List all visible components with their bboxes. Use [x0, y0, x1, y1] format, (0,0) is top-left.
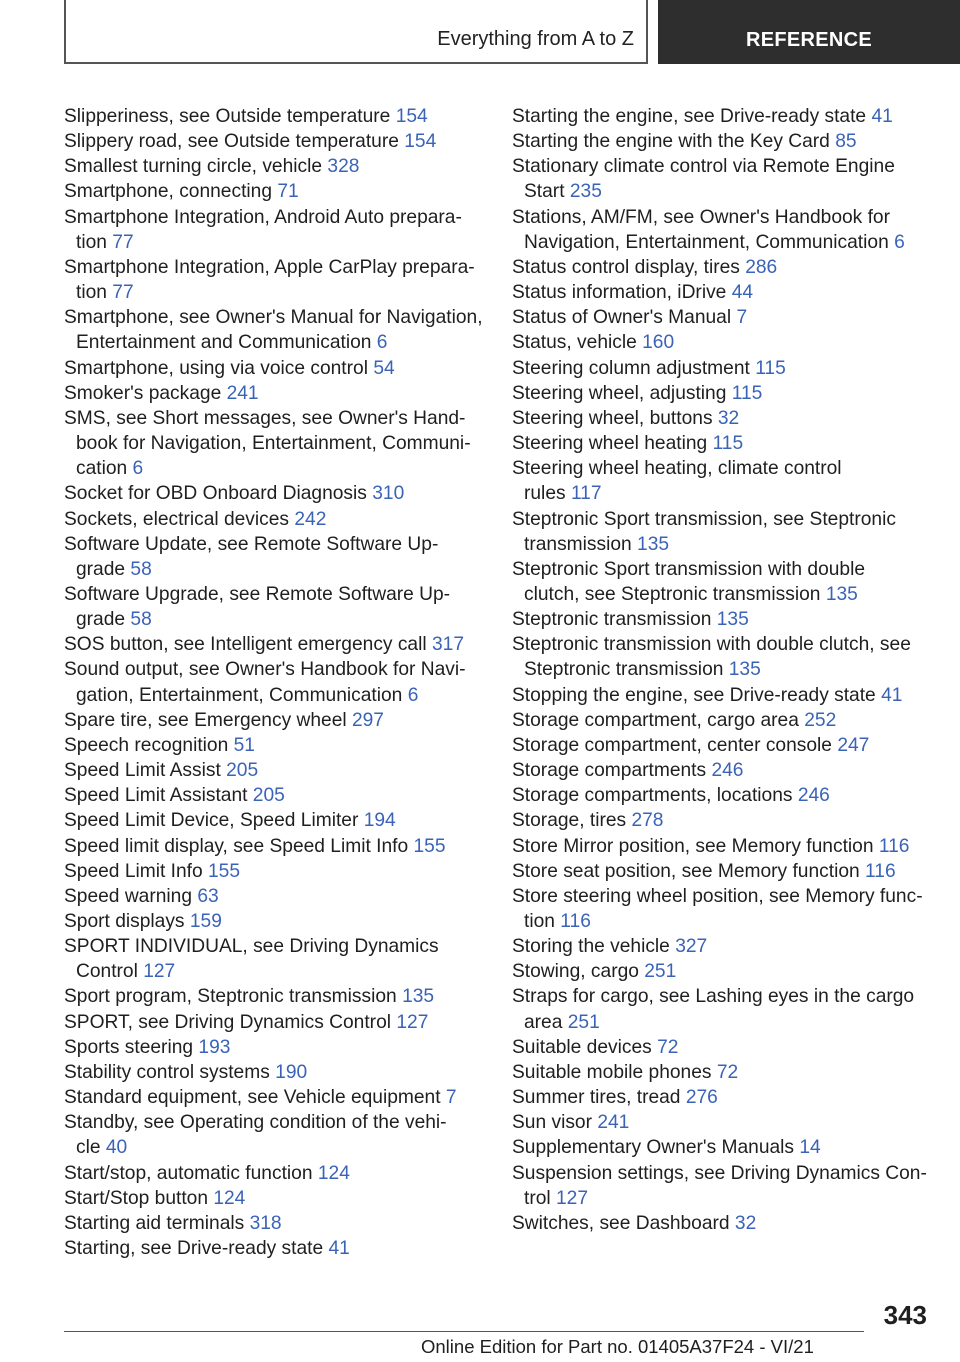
page-link[interactable]: 247 — [837, 734, 870, 756]
index-entry — [64, 1161, 484, 1186]
index-entry-text: Speed Limit Assistant — [64, 785, 248, 807]
page-link[interactable]: 246 — [797, 785, 830, 807]
index-entry — [512, 431, 932, 456]
page-link[interactable]: 135 — [728, 659, 761, 681]
index-entry-text: Switches, see Dashboard — [512, 1212, 730, 1234]
page-link[interactable]: 127 — [556, 1187, 589, 1209]
index-entry-text: Speed warning — [64, 885, 193, 907]
index-entry — [512, 381, 932, 406]
index-entry-text: Software Upgrade, see Remote Software Up‐ — [64, 583, 451, 605]
index-entry-text: grade — [76, 609, 126, 631]
index-entry — [64, 1085, 484, 1110]
index-entry-text: Straps for cargo, see Lashing eyes in the cargo — [512, 986, 915, 1008]
page-link[interactable]: 41 — [328, 1238, 350, 1260]
page-link[interactable]: 251 — [567, 1011, 600, 1033]
page-link[interactable]: 40 — [105, 1137, 128, 1159]
index-entry — [64, 1110, 484, 1160]
index-entry — [64, 909, 484, 934]
index-entry-text: Status control display, tires — [512, 256, 740, 278]
page-link[interactable]: 276 — [685, 1087, 718, 1109]
index-entry — [64, 104, 484, 129]
page-link[interactable]: 6 — [376, 332, 388, 354]
index-entry-text: Status of Owner's Manual — [512, 307, 732, 329]
index-entry-text: Status, vehicle — [512, 332, 637, 354]
index-entry-text: Storage compartment, cargo area — [512, 709, 799, 731]
index-entry-text: cle — [76, 1137, 101, 1159]
page-link[interactable]: 77 — [112, 231, 134, 253]
index-entry — [512, 205, 932, 255]
index-entry — [512, 708, 932, 733]
page-link[interactable]: 115 — [731, 382, 763, 404]
page-link[interactable]: 154 — [395, 106, 428, 127]
index-entry-text: Storage compartments — [512, 760, 707, 782]
index-entry — [64, 859, 484, 884]
index-entry — [512, 255, 932, 280]
page-link[interactable]: 251 — [644, 961, 677, 983]
index-entry — [512, 456, 932, 506]
index-entry — [512, 1135, 932, 1160]
page-link[interactable]: 190 — [275, 1061, 308, 1083]
index-entry — [512, 683, 932, 708]
index-entry-text: Steptronic Sport transmission with double — [512, 558, 866, 580]
page-link[interactable]: 115 — [712, 433, 744, 455]
index-entry-text: Sun visor — [512, 1112, 592, 1134]
index-entry-text: Starting the engine with the Key Card — [512, 131, 830, 153]
index-entry — [64, 1060, 484, 1085]
page-link[interactable]: 85 — [835, 131, 857, 153]
index-entry — [512, 632, 932, 682]
page-link[interactable]: 318 — [249, 1212, 282, 1234]
index-entry-text: Suitable devices — [512, 1036, 652, 1058]
index-entry-text: Storage compartments, locations — [512, 785, 793, 807]
index-entry — [512, 154, 932, 204]
page-link[interactable]: 155 — [208, 860, 241, 882]
index-entry-text: rules — [524, 483, 566, 505]
page-link[interactable]: 71 — [277, 181, 299, 203]
page-link[interactable]: 327 — [675, 936, 708, 958]
index-entry-text: Steptronic Sport transmission, see Steptronic — [512, 508, 896, 530]
index-entry-text: Navigation, Entertainment, Communication — [524, 231, 889, 253]
page-link[interactable]: 246 — [711, 760, 744, 782]
index-entry-text: Starting the engine, see Drive-ready state — [512, 106, 867, 127]
index-entry-text: area — [524, 1011, 563, 1033]
page-link[interactable]: 58 — [130, 558, 152, 580]
index-entry — [512, 783, 932, 808]
index-entry — [64, 984, 484, 1009]
index-entry — [512, 356, 932, 381]
index-entry — [512, 607, 932, 632]
index-entry-text: Stability control systems — [64, 1061, 270, 1083]
index-entry-text: Sport displays — [64, 911, 185, 932]
index-entry — [64, 884, 484, 909]
index-entry — [64, 381, 484, 406]
index-entry-text: transmission — [524, 533, 632, 555]
index-entry — [64, 708, 484, 733]
index-entry — [64, 582, 484, 632]
index-entry-text: Smartphone, using via voice control — [64, 357, 368, 379]
section-badge-label: REFERENCE — [745, 29, 873, 51]
index-entry-text: Storing the vehicle — [512, 936, 670, 958]
index-entry — [512, 1110, 932, 1135]
page-link[interactable]: 127 — [396, 1011, 429, 1033]
index-entry-text: Sockets, electrical devices — [64, 508, 290, 530]
index-entry-text: Store steering wheel position, see Memory func‐ — [512, 885, 923, 907]
index-entry — [512, 507, 932, 557]
page-link[interactable]: 297 — [351, 709, 384, 731]
index-entry-text: Steering wheel heating — [512, 433, 708, 455]
page-link[interactable]: 77 — [112, 282, 134, 304]
index-entry — [512, 1060, 932, 1085]
index-entry-text: Steering wheel, buttons — [512, 407, 713, 429]
index-entry-text: Sound output, see Owner's Handbook for Navi‐ — [64, 659, 466, 681]
index-entry-text: Stationary climate control via Remote Engine — [512, 156, 895, 178]
index-entry — [512, 406, 932, 431]
index-entry-text: Speed Limit Info — [64, 860, 203, 882]
page-link[interactable]: 124 — [213, 1187, 246, 1209]
page-link[interactable]: 41 — [881, 684, 903, 706]
page-link[interactable]: 159 — [189, 911, 222, 932]
index-entry-text: Store Mirror position, see Memory function — [512, 835, 874, 857]
index-entry — [64, 1035, 484, 1060]
page-number: 343 — [883, 1300, 927, 1330]
index-entry — [64, 205, 484, 255]
page-link[interactable]: 58 — [130, 609, 152, 631]
index-entry — [64, 1236, 484, 1261]
page-link[interactable]: 32 — [717, 407, 740, 429]
index-entry — [512, 104, 932, 129]
index-entry — [64, 934, 484, 984]
index-entry — [512, 330, 932, 355]
index-entry-text: Starting aid terminals — [64, 1212, 245, 1234]
index-entry — [512, 758, 932, 783]
page-link[interactable]: 241 — [597, 1112, 630, 1134]
index-entry-text: book for Navigation, Entertainment, Communi‐ — [76, 433, 471, 455]
page-link[interactable]: 155 — [413, 835, 446, 857]
index-entry — [64, 179, 484, 204]
page-link[interactable]: 63 — [197, 885, 219, 907]
index-entry-text: gation, Entertainment, Communication — [76, 684, 403, 706]
index-entry-text: tion — [76, 282, 107, 304]
section-title: Everything from A to Z — [437, 28, 634, 50]
index-entry — [64, 1186, 484, 1211]
index-entry-text: Spare tire, see Emergency wheel — [64, 709, 347, 731]
page-link[interactable]: 135 — [402, 986, 435, 1008]
index-entry — [512, 984, 932, 1034]
index-entry — [64, 808, 484, 833]
index-entry-text: tion — [76, 231, 107, 253]
page-link[interactable]: 7 — [445, 1087, 457, 1109]
index-entry — [512, 129, 932, 154]
index-entry-text: Steptronic transmission — [524, 659, 724, 681]
page-link[interactable]: 6 — [894, 231, 905, 253]
index-entry-text: Slipperiness, see Outside temperature — [64, 106, 391, 127]
index-entry — [64, 129, 484, 154]
index-entry-text: trol — [524, 1187, 551, 1209]
index-entry-text: Speech recognition — [64, 734, 229, 756]
page-link[interactable]: 135 — [716, 609, 749, 631]
index-entry-text: Socket for OBD Onboard Diagnosis — [64, 483, 367, 505]
index-entry-text: Store seat position, see Memory function — [512, 860, 860, 882]
index-entry-text: SOS button, see Intelligent emergency call — [64, 634, 427, 656]
index-entry-text: Steptronic transmission with double clutch, see — [512, 634, 911, 656]
index-entry — [64, 783, 484, 808]
index-entry — [64, 532, 484, 582]
edition-note: Online Edition for Part no. 01405A37F24 - VI/21 — [421, 1336, 814, 1357]
index-entry-text: Smoker's package — [64, 382, 222, 404]
index-entry-text: Sport program, Steptronic transmission — [64, 986, 397, 1008]
index-entry-text: Smallest turning circle, vehicle — [64, 156, 323, 178]
page-link[interactable]: 252 — [804, 709, 837, 731]
index-entry — [64, 1211, 484, 1236]
index-column-left — [64, 104, 484, 1261]
page-link[interactable]: 72 — [716, 1061, 739, 1083]
page-link[interactable]: 116 — [560, 911, 591, 932]
page-link[interactable]: 193 — [198, 1036, 231, 1058]
index-entry-text: Stowing, cargo — [512, 961, 639, 983]
index-entry — [64, 255, 484, 305]
page-link[interactable]: 7 — [736, 307, 748, 329]
page-link[interactable]: 135 — [637, 533, 670, 555]
index-entry — [512, 733, 932, 758]
page-link[interactable]: 6 — [132, 458, 144, 480]
page-link[interactable]: 51 — [233, 734, 255, 756]
index-entry-text: Suspension settings, see Driving Dynamics Con‐ — [512, 1162, 927, 1184]
index-entry-text: Status information, iDrive — [512, 282, 727, 304]
page-link[interactable]: 41 — [871, 106, 893, 127]
page-link[interactable]: 205 — [252, 785, 285, 807]
index-entry-text: Standby, see Operating condition of the vehi‐ — [64, 1112, 447, 1134]
index-entry-text: Sports steering — [64, 1036, 194, 1058]
page-link[interactable]: 310 — [372, 483, 405, 505]
index-entry-text: Storage compartment, center console — [512, 734, 832, 756]
index-entry — [512, 808, 932, 833]
page-link[interactable]: 205 — [226, 760, 259, 782]
page-link[interactable]: 32 — [734, 1212, 757, 1234]
index-entry — [512, 305, 932, 330]
index-entry-text: SPORT, see Driving Dynamics Control — [64, 1011, 392, 1033]
index-entry — [64, 305, 484, 355]
index-entry — [512, 1211, 932, 1236]
index-entry — [64, 507, 484, 532]
index-entry-text: Stations, AM/FM, see Owner's Handbook for — [512, 206, 890, 228]
index-entry-text: Stopping the engine, see Drive-ready state — [512, 684, 876, 706]
index-entry-text: Suitable mobile phones — [512, 1061, 712, 1083]
index-entry — [512, 280, 932, 305]
index-entry-text: Speed Limit Device, Speed Limiter — [64, 810, 359, 832]
index-entry — [64, 356, 484, 381]
index-entry-text: Speed Limit Assist — [64, 760, 221, 782]
index-entry — [64, 758, 484, 783]
page-link[interactable]: 6 — [407, 684, 419, 706]
page-link[interactable]: 116 — [878, 835, 910, 857]
index-entry-text: Summer tires, tread — [512, 1087, 681, 1109]
page-link[interactable]: 235 — [569, 181, 602, 203]
page-link[interactable]: 116 — [865, 860, 896, 882]
index-entry — [512, 1161, 932, 1211]
page-link[interactable]: 44 — [731, 282, 754, 304]
page-link[interactable]: 115 — [755, 357, 786, 379]
page-link[interactable]: 135 — [825, 583, 858, 605]
page-link[interactable]: 14 — [799, 1137, 821, 1159]
page-link[interactable]: 160 — [642, 332, 675, 354]
index-entry-text: Entertainment and Communication — [76, 332, 372, 354]
page-link[interactable]: 241 — [226, 382, 259, 404]
index-entry-text: Starting, see Drive-ready state — [64, 1238, 324, 1260]
index-column-right — [512, 104, 932, 1236]
index-entry-text: Control — [76, 961, 138, 983]
index-entry-text: Smartphone Integration, Android Auto prepara‐ — [64, 206, 462, 228]
index-entry — [64, 834, 484, 859]
index-entry — [64, 406, 484, 481]
index-entry-text: Smartphone, see Owner's Manual for Navigation, — [64, 307, 483, 329]
index-entry-text: Start/Stop button — [64, 1187, 208, 1209]
index-entry-text: Software Update, see Remote Software Up‐ — [64, 533, 439, 555]
index-entry-text: Speed limit display, see Speed Limit Info — [64, 835, 409, 857]
index-entry — [512, 959, 932, 984]
index-entry — [512, 1035, 932, 1060]
index-entry — [64, 733, 484, 758]
index-entry — [64, 1010, 484, 1035]
index-entry-text: Slippery road, see Outside temperature — [64, 131, 399, 153]
index-entry-text: Standard equipment, see Vehicle equipment — [64, 1087, 441, 1109]
index-entry — [64, 154, 484, 179]
index-entry-text: Start/stop, automatic function — [64, 1162, 313, 1184]
index-entry — [64, 632, 484, 657]
index-entry — [512, 934, 932, 959]
page-link[interactable]: 242 — [294, 508, 327, 530]
header-frame — [64, 0, 648, 64]
page-link[interactable]: 194 — [363, 810, 396, 832]
index-entry — [512, 557, 932, 607]
index-entry — [512, 1085, 932, 1110]
page-link[interactable]: 117 — [570, 483, 602, 505]
page-link[interactable]: 278 — [631, 810, 664, 832]
index-entry-text: SMS, see Short messages, see Owner's Hand‐ — [64, 407, 466, 429]
index-entry — [64, 481, 484, 506]
page-link[interactable]: 317 — [431, 634, 464, 656]
index-entry-text: tion — [524, 911, 555, 932]
index-entry-text: Supplementary Owner's Manuals — [512, 1137, 795, 1159]
index-entry — [512, 859, 932, 884]
page-link[interactable]: 154 — [404, 131, 437, 153]
index-entry-text: Smartphone, connecting — [64, 181, 272, 203]
index-entry-text: Steering wheel heating, climate control — [512, 458, 842, 480]
page-link[interactable]: 328 — [327, 156, 360, 178]
index-entry-text: Steptronic transmission — [512, 609, 712, 631]
page-link[interactable]: 124 — [317, 1162, 350, 1184]
page-link[interactable]: 72 — [657, 1036, 679, 1058]
section-badge — [658, 0, 960, 64]
index-entry — [512, 884, 932, 934]
index-entry-text: Smartphone Integration, Apple CarPlay prepara‐ — [64, 256, 475, 278]
index-entry-text: Storage, tires — [512, 810, 627, 832]
index-entry-text: clutch, see Steptronic transmission — [524, 583, 821, 605]
index-entry-text: grade — [76, 558, 126, 580]
footer-divider — [64, 1331, 864, 1332]
index-entry-text: Steering column adjustment — [512, 357, 750, 379]
index-entry-text: Start — [524, 181, 565, 203]
index-entry-text: Steering wheel, adjusting — [512, 382, 727, 404]
page-link[interactable]: 54 — [373, 357, 395, 379]
index-entry-text: cation — [76, 458, 128, 480]
index-entry — [512, 834, 932, 859]
index-entry-text: SPORT INDIVIDUAL, see Driving Dynamics — [64, 936, 439, 958]
page-link[interactable]: 286 — [745, 256, 778, 278]
page-link[interactable]: 127 — [143, 961, 176, 983]
index-entry — [64, 657, 484, 707]
